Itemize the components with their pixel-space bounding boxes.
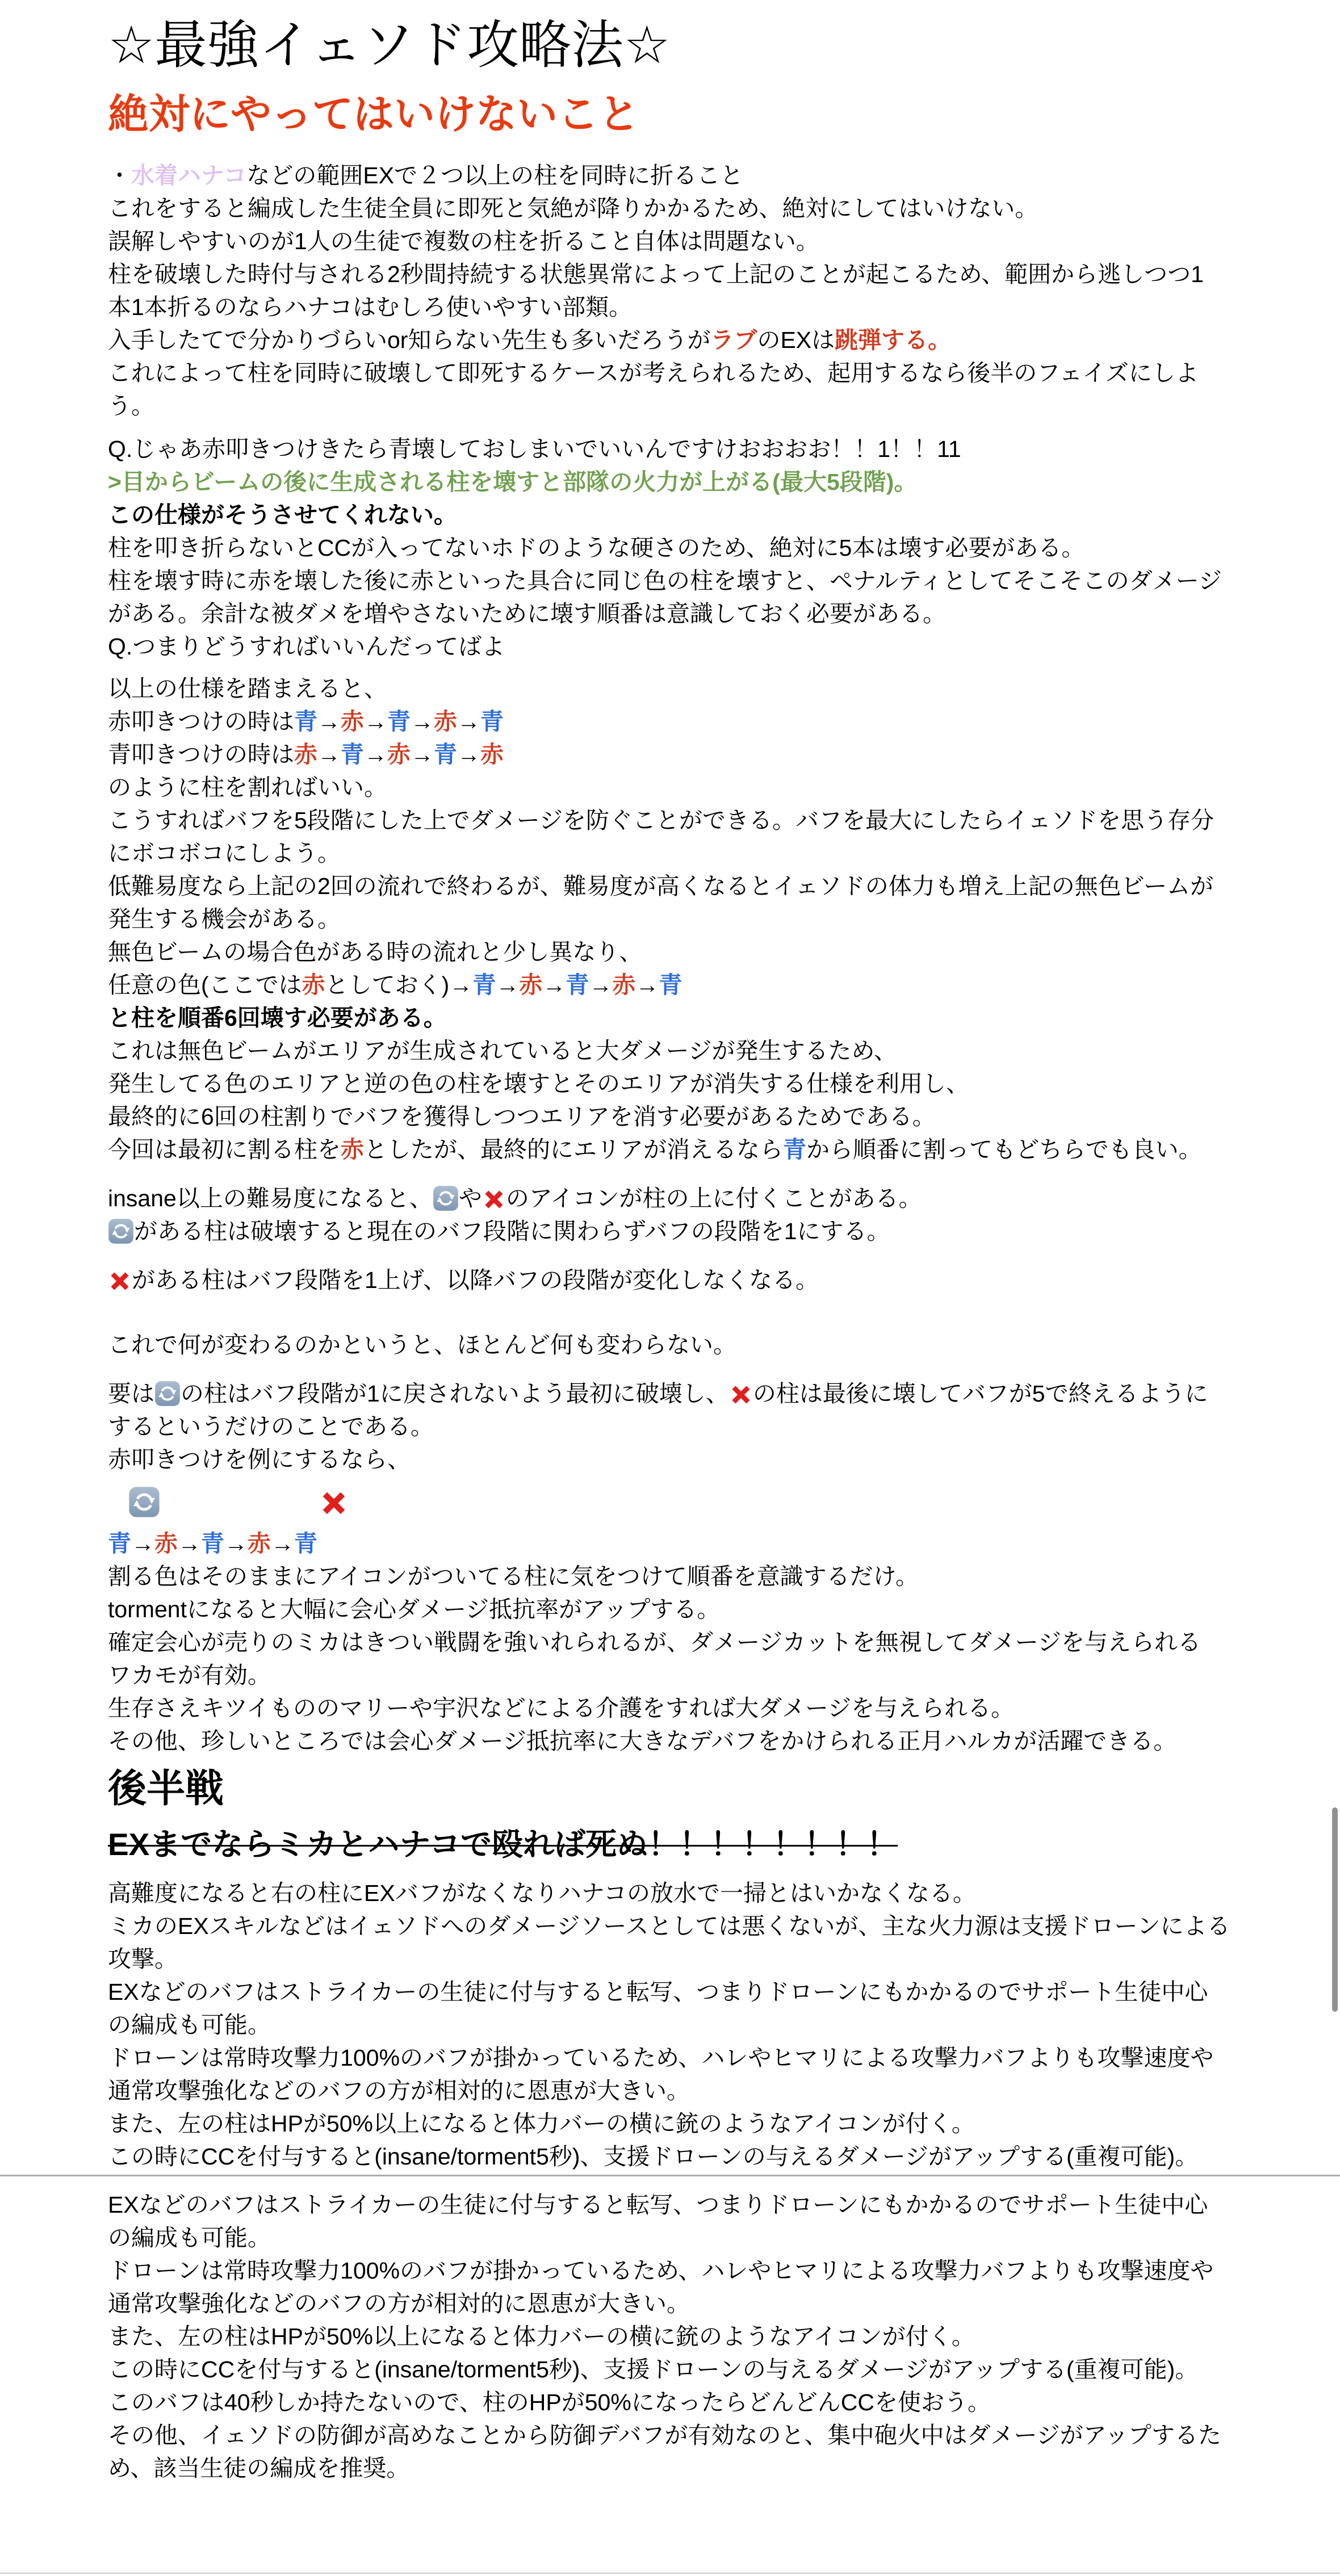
colored-text-run: 青 xyxy=(566,972,589,998)
text-run: 割る色はそのままにアイコンがついてる柱に気をつけて順番を意識するだけ。 xyxy=(108,1563,919,1589)
colored-text-run: 青 xyxy=(472,972,496,998)
text-line xyxy=(108,804,1340,837)
page-root xyxy=(0,14,1340,2576)
text-line xyxy=(108,225,1340,258)
colored-text-run: 青 xyxy=(294,708,317,735)
colored-text-run: 青 xyxy=(387,708,411,735)
colored-text-run: 跳弾する。 xyxy=(835,327,952,353)
text-run: するというだけのことである。 xyxy=(108,1413,434,1440)
text-line xyxy=(108,2320,1340,2353)
text-run: → xyxy=(131,1530,154,1556)
text-line xyxy=(108,291,1340,324)
text-line xyxy=(108,2386,1340,2419)
text-run: 誤解しやすいのが1人の生徒で複数の柱を折ること自体は問題ない。 xyxy=(108,228,819,254)
text-line xyxy=(108,433,1340,465)
colored-text-run: 赤 xyxy=(248,1530,271,1556)
text-line xyxy=(108,771,1340,804)
text-line xyxy=(108,1725,1340,1757)
text-line xyxy=(108,870,1340,903)
text-run: → xyxy=(178,1530,201,1556)
text-run: と柱を順番6回壊す必要がある。 xyxy=(108,1005,447,1031)
text-run: 後半戦 xyxy=(108,1767,224,1810)
text-line xyxy=(108,1943,1340,1975)
refresh-icon xyxy=(154,1381,181,1407)
text-run: → xyxy=(496,972,520,998)
text-run: の柱はバフ段階が1に戻されないよう最初に破壊し、 xyxy=(181,1381,729,1407)
text-run: としたが、最終的にエリアが消えるなら xyxy=(364,1136,783,1163)
colored-text-run: 赤 xyxy=(519,972,543,998)
text-run: にボコボコにしよう。 xyxy=(108,840,341,866)
text-line xyxy=(108,1626,1340,1659)
colored-text-run: 赤 xyxy=(154,1530,178,1556)
text-run: 青叩きつけの時は xyxy=(108,741,294,767)
text-run: の編成も可能。 xyxy=(108,2225,271,2251)
text-run: う。 xyxy=(108,393,154,419)
colored-text-run: 赤 xyxy=(302,972,325,998)
text-run: → xyxy=(317,741,341,767)
text-run: がある柱は破壊すると現在のバフ段階に関わらずバフの段階を1にする。 xyxy=(134,1218,890,1244)
text-line xyxy=(108,630,1340,663)
spacer xyxy=(160,1512,319,1513)
colored-text-run: 赤 xyxy=(294,741,317,767)
text-run: → xyxy=(364,741,387,767)
text-line xyxy=(108,324,1340,356)
text-run: がある柱はバフ段階を1上げ、以降バフの段階が変化しなくなる。 xyxy=(132,1267,819,1293)
text-line xyxy=(108,2452,1340,2485)
text-line xyxy=(108,2353,1340,2386)
text-line xyxy=(108,1215,1340,1248)
bottom-border xyxy=(0,2573,1340,2574)
text-run: 以上の仕様を踏まえると、 xyxy=(108,676,387,702)
text-run: EXなどのバフはストライカーの生徒に付与すると転写、つまりドローンにもかかるのでサポート生徒中心 xyxy=(108,2192,1208,2218)
text-run: ワカモが有効。 xyxy=(108,1662,271,1688)
text-run: ドローンは常時攻撃力100%のバフが掛かっているため、ハレやヒマリによる攻撃力バフよりも攻撃速度や xyxy=(108,2258,1214,2284)
text-run: としておく)→ xyxy=(325,972,473,998)
colored-text-run: 青 xyxy=(434,741,457,767)
text-run: こうすればバフを5段階にした上でダメージを防ぐことができる。バフを最大にしたらイェソドを思う存分 xyxy=(108,807,1214,833)
cross-icon xyxy=(482,1188,506,1211)
text-run: insane以上の難易度になると、 xyxy=(108,1185,433,1211)
text-run: この仕様がそうさせてくれない。 xyxy=(108,502,457,528)
text-line xyxy=(108,1100,1340,1133)
text-line xyxy=(108,968,1340,1001)
text-line xyxy=(108,2188,1340,2221)
text-line xyxy=(108,2254,1340,2287)
text-run: ミカのEXスキルなどはイェソドへのダメージソースとしては悪くないが、主な火力源は支援ドローンによる xyxy=(108,1913,1230,1939)
text-run: → xyxy=(542,972,566,998)
text-run: 攻撃。 xyxy=(108,1946,178,1972)
text-line xyxy=(108,1877,1340,1910)
text-line xyxy=(108,2074,1340,2107)
text-run: 要は xyxy=(108,1381,154,1407)
colored-text-run: 赤 xyxy=(612,972,636,998)
text-run: ☆最強イェソド攻略法☆ xyxy=(108,16,671,74)
text-line xyxy=(108,1910,1340,1943)
text-run: や xyxy=(458,1185,482,1211)
cross-icon xyxy=(108,1269,132,1293)
page-title xyxy=(108,14,1340,77)
text-run: の柱は最後に壊してバフが5で終えるように xyxy=(752,1381,1208,1407)
text-line xyxy=(108,903,1340,935)
text-run: tormentになると大幅に会心ダメージ抵抗率がアップする。 xyxy=(108,1596,721,1622)
text-line xyxy=(108,258,1340,291)
text-run: また、左の柱はHPが50%以上になると体力バーの横に銃のようなアイコンが付く。 xyxy=(108,2111,975,2137)
text-line xyxy=(108,672,1340,705)
cross-icon xyxy=(319,1488,349,1518)
text-run: 生存さえキツイもののマリーや宇沢などによる介護をすれば大ダメージを与えられる。 xyxy=(108,1695,1015,1721)
text-run: このバフは40秒しか持たないので、柱のHPが50%になったらどんどんCCを使おう。 xyxy=(108,2389,991,2415)
text-run: → xyxy=(224,1530,248,1556)
text-line xyxy=(108,1975,1340,2008)
text-line xyxy=(108,1527,1340,1560)
colored-text-run: 青 xyxy=(783,1136,806,1163)
refresh-icon xyxy=(108,1218,134,1244)
text-run: 入手したてで分かりづらいor知らない先生も多いだろうが xyxy=(108,327,711,353)
text-line xyxy=(108,2140,1340,2173)
text-run: ドローンは常時攻撃力100%のバフが掛かっているため、ハレやヒマリによる攻撃力バフよりも攻撃速度や xyxy=(108,2045,1214,2071)
section-divider xyxy=(0,2175,1340,2176)
text-run: EXなどのバフはストライカーの生徒に付与すると転写、つまりドローンにもかかるのでサポート生徒中心 xyxy=(108,1979,1208,2005)
text-run: などの範囲EXで２つ以上の柱を同時に折ること xyxy=(246,162,744,188)
text-run: その他、イェソドの防御が高めなことから防御デバフが有効なのと、集中砲火中はダメージがアップするた xyxy=(108,2422,1221,2448)
text-run: 低難易度なら上記の2回の流れで終わるが、難易度が高くなるとイェソドの体力も増え上記の無色ビームが xyxy=(108,873,1214,899)
text-run: → xyxy=(411,708,434,735)
text-line xyxy=(108,1593,1340,1626)
text-run: Q.じゃあ赤叩きつけきたら青壊しておしまいでいいんですけおおおお！！1！！11 xyxy=(108,436,961,462)
text-run: 赤叩きつけを例にするなら、 xyxy=(108,1446,411,1472)
colored-text-run: >目からビームの後に生成される柱を壊すと部隊の火力が上がる(最大5段階)。 xyxy=(108,469,918,495)
text-run: 柱を壊す時に赤を壊した後に赤といった具合に同じ色の柱を壊すと、ペナルティとしてそこそこのダメージ xyxy=(108,568,1222,594)
text-run: のEXは xyxy=(757,327,835,353)
text-run: → xyxy=(589,972,613,998)
text-run: 発生する機会がある。 xyxy=(108,906,341,932)
text-line xyxy=(108,531,1340,564)
text-run: → xyxy=(411,741,434,767)
text-run: → xyxy=(457,741,480,767)
text-line xyxy=(108,2419,1340,2452)
text-line xyxy=(108,1328,1340,1361)
text-run: → xyxy=(271,1530,294,1556)
text-run: → xyxy=(317,708,341,735)
colored-text-run: 青 xyxy=(659,972,682,998)
text-run: その他、珍しいところでは会心ダメージ抵抗率に大きなデバフをかけられる正月ハルカが活躍できる。 xyxy=(108,1728,1177,1754)
text-run: のように柱を割ればいい。 xyxy=(108,774,387,800)
text-line xyxy=(108,1182,1340,1215)
colored-text-run: 赤 xyxy=(387,741,411,767)
text-run: → xyxy=(364,708,387,735)
text-line xyxy=(108,1034,1340,1067)
text-run: 高難度になると右の柱にEXバフがなくなりハナコの放水で一掃とはいかなくなる。 xyxy=(108,1880,977,1906)
text-run: 本1本折るのならハナコはむしろ使いやすい部類。 xyxy=(108,294,633,320)
text-run: これをすると編成した生徒全員に即死と気絶が降りかかるため、絶対にしてはいけない。 xyxy=(108,195,1038,221)
text-line xyxy=(108,2107,1340,2140)
text-run: 絶対にやってはいけないこと xyxy=(108,92,640,137)
text-line xyxy=(108,935,1340,968)
strikethrough-line xyxy=(108,1827,1340,1862)
text-run: → xyxy=(457,708,480,735)
text-line xyxy=(108,564,1340,597)
text-run: EXまでならミカとハナコで殴れば死ぬ！！！！！！！！ xyxy=(108,1827,898,1862)
text-line xyxy=(108,159,1340,192)
refresh-icon xyxy=(128,1486,160,1518)
icons-line xyxy=(108,1483,1340,1527)
colored-text-run: 青 xyxy=(108,1530,131,1556)
text-run: 今回は最初に割る柱を xyxy=(108,1136,341,1163)
text-line xyxy=(108,1692,1340,1725)
text-line xyxy=(108,465,1340,498)
text-line xyxy=(108,2008,1340,2041)
cross-icon xyxy=(729,1383,753,1407)
colored-text-run: 青 xyxy=(201,1530,224,1556)
text-run: また、左の柱はHPが50%以上になると体力バーの横に銃のようなアイコンが付く。 xyxy=(108,2323,975,2350)
text-line xyxy=(108,1443,1340,1476)
text-run: 確定会心が売りのミカはきつい戦闘を強いれられるが、ダメージカットを無視してダメージを与えられる xyxy=(108,1629,1201,1655)
colored-text-run: 青 xyxy=(480,708,504,735)
text-line xyxy=(108,1133,1340,1166)
text-run: これによって柱を同時に破壊して即死するケースが考えられるため、起用するなら後半のフェイズにしよ xyxy=(108,360,1199,386)
colored-text-run: 赤 xyxy=(341,1136,364,1163)
text-line xyxy=(108,1001,1340,1034)
colored-text-run: 青 xyxy=(294,1530,317,1556)
text-run: 通常攻撃強化などのバフの方が相対的に恩恵が大きい。 xyxy=(108,2290,690,2317)
text-run: 最終的に6回の柱割りでバフを獲得しつつエリアを消す必要があるためである。 xyxy=(108,1104,936,1130)
colored-text-run: 赤 xyxy=(341,708,364,735)
text-line xyxy=(108,597,1340,630)
warning-heading xyxy=(108,92,1340,137)
text-run: 通常攻撃強化などのバフの方が相対的に恩恵が大きい。 xyxy=(108,2078,690,2104)
colored-text-run: ラブ xyxy=(710,327,757,353)
colored-text-run: 青 xyxy=(341,741,364,767)
text-run: 柱を叩き折らないとCCが入ってないホドのような硬さのため、絶対に5本は壊す必要がある。 xyxy=(108,535,1085,561)
text-run: → xyxy=(635,972,659,998)
text-line xyxy=(108,1067,1340,1100)
text-run: のアイコンが柱の上に付くことがある。 xyxy=(505,1185,922,1211)
spacer xyxy=(108,1512,128,1513)
scrollbar-thumb[interactable] xyxy=(1332,1807,1338,2012)
text-run: この時にCCを付与すると(insane/torment5秒)、支援ドローンの与えるダメージがアップする(重複可能)。 xyxy=(108,2356,1199,2382)
colored-text-run: 赤 xyxy=(480,741,504,767)
document-body xyxy=(0,14,1340,2485)
text-run: から順番に割ってもどちらでも良い。 xyxy=(806,1136,1202,1163)
text-line xyxy=(108,389,1340,422)
text-line xyxy=(108,1377,1340,1410)
text-line xyxy=(108,192,1340,225)
text-line xyxy=(108,1560,1340,1593)
text-line xyxy=(108,2041,1340,2074)
text-line xyxy=(108,738,1340,771)
text-line xyxy=(108,1659,1340,1692)
text-run: この時にCCを付与すると(insane/torment5秒)、支援ドローンの与えるダメージがアップする(重複可能)。 xyxy=(108,2143,1199,2170)
text-line xyxy=(108,1264,1340,1297)
text-line xyxy=(108,2221,1340,2254)
text-run: これは無色ビームがエリアが生成されていると大ダメージが発生するため、 xyxy=(108,1038,897,1064)
text-run: 無色ビームの場合色がある時の流れと少し異なり、 xyxy=(108,939,643,965)
text-run: 発生してる色のエリアと逆の色の柱を壊すとそのエリアが消失する仕様を利用し、 xyxy=(108,1071,969,1097)
colored-text-run: 水着ハナコ xyxy=(131,162,247,188)
text-run: め、該当生徒の編成を推奨。 xyxy=(108,2455,410,2481)
text-run: 任意の色(ここでは xyxy=(108,972,302,998)
text-run: の編成も可能。 xyxy=(108,2012,271,2038)
text-run: 赤叩きつけの時は xyxy=(108,708,294,735)
text-run: Q.つまりどうすればいいんだってばよ xyxy=(108,633,505,660)
section-heading-second-half xyxy=(108,1765,1340,1812)
text-run: ・ xyxy=(108,162,131,188)
text-run: これで何が変わるのかというと、ほとんど何も変わらない。 xyxy=(108,1332,736,1358)
text-line xyxy=(108,705,1340,738)
text-line xyxy=(108,837,1340,870)
text-line xyxy=(108,498,1340,531)
text-run: 柱を破壊した時付与される2秒間持続する状態異常によって上記のことが起こるため、範囲から逃しつつ1 xyxy=(108,261,1204,287)
text-line xyxy=(108,2287,1340,2320)
text-line xyxy=(108,1410,1340,1443)
refresh-icon xyxy=(433,1185,459,1211)
text-line xyxy=(108,356,1340,389)
colored-text-run: 赤 xyxy=(434,708,457,735)
text-run: がある。余計な被ダメを増やさないために壊す順番は意識しておく必要がある。 xyxy=(108,601,946,627)
